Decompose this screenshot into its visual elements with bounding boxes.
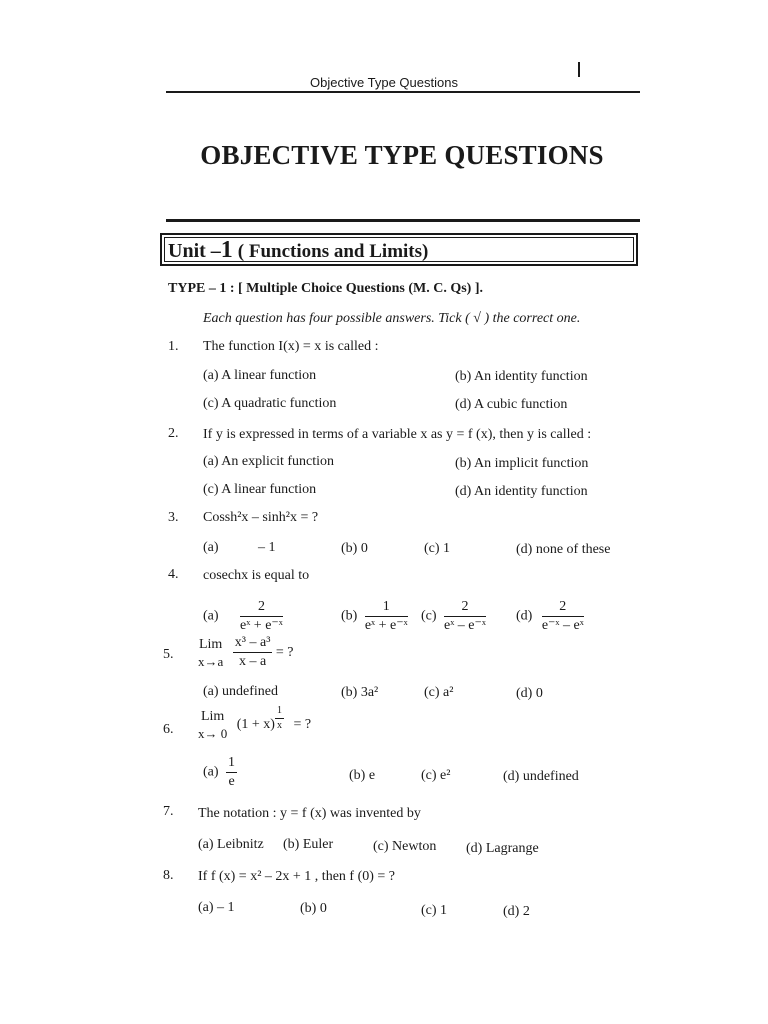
option-b: (b) 3a² — [341, 685, 379, 700]
option-fraction — [240, 600, 283, 633]
option-b: (b) An implicit function — [455, 456, 589, 471]
option-label: (d) — [516, 608, 533, 624]
option-fraction — [365, 600, 408, 633]
option-label: (c) — [421, 608, 437, 624]
option-d: (d) undefined — [503, 769, 579, 784]
fraction-denominator: eˣ – e⁻ˣ — [444, 618, 486, 633]
fraction-numerator: x³ – a³ — [233, 636, 273, 653]
option-d: (d) A cubic function — [455, 397, 568, 412]
option-d: (d) none of these — [516, 542, 611, 557]
option-b: (b) 0 — [341, 541, 368, 556]
question-type-heading: TYPE – 1 : [ Multiple Choice Questions (M. C. Qs) ]. — [168, 281, 483, 296]
question-stem — [203, 339, 378, 355]
option-a: (a) A linear function — [203, 368, 317, 383]
option-b: (b) An identity function — [455, 369, 588, 384]
limit-subscript: x→a — [198, 653, 224, 669]
limit-subscript: x→ 0 — [198, 725, 228, 741]
unit-dash: – — [210, 240, 221, 262]
instructions: Each question has four possible answers. Tick ( √ ) the correct one. — [203, 311, 581, 326]
fraction-numerator: 2 — [240, 600, 283, 617]
question-number: 2. — [168, 426, 179, 441]
option-a: (a) Leibnitz — [198, 837, 264, 852]
question-stem: The notation : y = f (x) was invented by — [198, 806, 421, 821]
question-stem: Cossh²x – sinh²x = ? — [203, 510, 319, 525]
question-stem — [198, 636, 294, 670]
option-a: (a) An explicit function — [203, 454, 335, 469]
option-c: (c) Newton — [373, 839, 437, 854]
unit-prefix: Unit — [168, 240, 206, 262]
option-c: (c) A linear function — [203, 482, 317, 497]
title-rule — [166, 219, 640, 222]
option-a — [203, 600, 283, 633]
option-c: (c) 1 — [424, 541, 451, 556]
option-b — [341, 600, 408, 633]
unit-subtitle: ( Functions and Limits) — [237, 241, 429, 262]
limit-operator — [198, 636, 223, 670]
fraction-denominator: e — [228, 774, 235, 789]
option-fraction — [542, 600, 584, 633]
option-b: (b) Euler — [283, 837, 334, 852]
option-d: (d) 2 — [503, 904, 530, 919]
option-fraction — [444, 600, 486, 633]
option-label: (a) — [203, 764, 219, 780]
option-c: (c) a² — [424, 685, 454, 700]
limit-expression: (1 + x) — [236, 716, 275, 732]
option-d: (d) 0 — [516, 686, 543, 701]
question-stem: If f (x) = x² – 2x + 1 , then f (0) = ? — [198, 869, 395, 884]
option-d: (d) Lagrange — [466, 841, 539, 856]
fraction-numerator: 1 — [365, 600, 408, 617]
header-rule — [166, 91, 640, 93]
fraction-numerator: 2 — [444, 600, 486, 617]
option-a: (a) – 1 — [198, 900, 235, 915]
question-number: 6. — [163, 722, 174, 737]
limit-word: Lim — [200, 709, 225, 724]
question-stem: cosechx is equal to — [203, 568, 310, 583]
equals-question: = ? — [293, 716, 312, 732]
option-c — [421, 600, 486, 633]
fraction-denominator: x — [276, 720, 282, 731]
equals-question: = ? — [275, 645, 294, 661]
stem-part: The function — [203, 339, 279, 354]
fraction-numerator: 1 — [275, 706, 284, 719]
option-label: (a) — [203, 608, 219, 624]
exponent-fraction — [275, 706, 284, 731]
question-number: 3. — [168, 510, 179, 525]
unit-heading-box — [160, 233, 638, 266]
fraction-denominator: e⁻ˣ – eˣ — [541, 618, 584, 633]
option-b: (b) 0 — [300, 901, 327, 916]
stem-math: I(x) = x — [278, 339, 322, 354]
limit-operator — [198, 708, 227, 742]
question-number: 8. — [163, 868, 174, 883]
fraction-numerator: 2 — [542, 600, 584, 617]
option-a: (a) undefined — [203, 684, 279, 699]
unit-number: 1 — [220, 237, 233, 263]
question-stem: If y is expressed in terms of a variable x as y = f (x), then y is called : — [203, 427, 592, 442]
page-title: OBJECTIVE TYPE QUESTIONS — [200, 140, 604, 170]
option-c: (c) 1 — [421, 903, 448, 918]
option-fraction — [226, 756, 237, 789]
question-stem — [198, 705, 312, 742]
option-c: (c) e² — [421, 768, 451, 783]
option-a — [203, 756, 237, 789]
limit-fraction — [233, 636, 273, 669]
fraction-denominator: eˣ + e⁻ˣ — [364, 618, 408, 633]
question-number: 7. — [163, 804, 174, 819]
running-head: Objective Type Questions — [310, 75, 458, 90]
option-d: (d) An identity function — [455, 484, 588, 499]
stem-part: is called : — [321, 339, 379, 354]
option-d — [516, 600, 584, 633]
fraction-denominator: x – a — [238, 654, 267, 670]
limit-word: Lim — [198, 637, 223, 652]
fraction-numerator: 1 — [226, 756, 237, 773]
fraction-denominator: eˣ + e⁻ˣ — [240, 618, 283, 633]
option-c: (c) A quadratic function — [203, 396, 337, 411]
option-b: (b) e — [349, 768, 376, 783]
option-a-value: – 1 — [258, 540, 276, 555]
option-label: (b) — [341, 608, 358, 624]
question-number: 4. — [168, 567, 179, 582]
page-mark — [578, 62, 580, 77]
question-number: 1. — [168, 339, 179, 354]
question-number: 5. — [163, 647, 174, 662]
option-a-label: (a) — [203, 540, 219, 555]
